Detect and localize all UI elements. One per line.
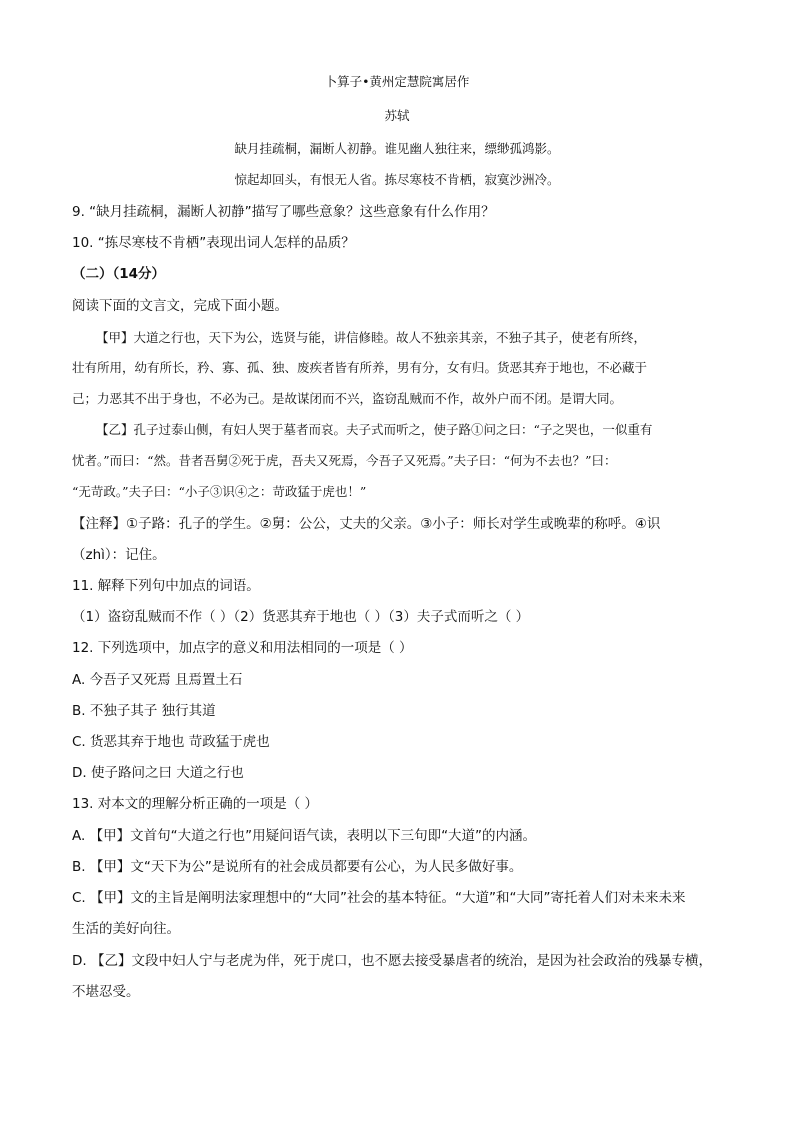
question-13-option-b: B. 【甲】文“天下为公”是说所有的社会成员都要有公心，为人民多做好事。: [72, 859, 523, 875]
passage-yi-line-1: 【乙】孔子过泰山侧，有妇人哭于墓者而哀。夫子式而听之，使子路①问之曰：“子之哭也，一似重有: [96, 422, 653, 437]
poem-line-2: 惊起却回头，有恨无人省。拣尽寒枝不肯栖，寂寞沙洲冷。: [234, 172, 560, 187]
question-11-stem: 11. 解释下列句中加点的词语。: [72, 578, 260, 594]
poem-author: 苏轼: [384, 108, 410, 123]
question-13-option-d-line-1: D. 【乙】文段中妇人宁与老虎为伴，死于虎口，也不愿去接受暴虐者的统治，是因为社会政治的残暴专横，: [72, 953, 712, 969]
notes-line-2: （zhì）：记住。: [72, 547, 166, 563]
poem-line-1: 缺月挂疏桐，漏断人初静。谁见幽人独往来，缥缈孤鸿影。: [234, 141, 560, 156]
reading-instruction: 阅读下面的文言文，完成下面小题。: [72, 298, 288, 314]
question-9: 9. “缺月挂疏桐，漏断人初静”描写了哪些意象？这些意象有什么作用？: [72, 204, 495, 220]
poem-title: 卜算子•黄州定慧院寓居作: [324, 74, 470, 89]
question-13-stem: 13. 对本文的理解分析正确的一项是（ ）: [72, 796, 319, 812]
question-12-option-b: B. 不独子其子 独行其道: [72, 703, 216, 719]
question-12-option-c: C. 货恶其弃于地也 苛政猛于虎也: [72, 734, 270, 750]
question-12-option-a: A. 今吾子又死焉 且焉置土石: [72, 672, 243, 688]
passage-yi-line-2: 忧者。”而曰：“然。昔者吾舅②死于虎，吾夫又死焉，今吾子又死焉。”夫子曰：“何为不去也？”曰：: [72, 453, 617, 468]
passage-yi-line-3: “无苛政。”夫子曰：“小子③识④之：苛政猛于虎也！”: [72, 484, 367, 499]
question-12-option-d: D. 使子路问之曰 大道之行也: [72, 765, 244, 781]
question-13-option-c-line-2: 生活的美好向往。: [72, 921, 180, 937]
passage-jia-line-1: 【甲】大道之行也，天下为公，选贤与能，讲信修睦。故人不独亲其亲，不独子其子，使老有所终，: [96, 330, 647, 345]
passage-jia-line-3: 己；力恶其不出于身也，不必为己。是故谋闭而不兴，盗窃乱贼而不作，故外户而不闭。是谓大同。: [72, 391, 623, 406]
question-13-option-d-line-2: 不堪忍受。: [72, 984, 140, 1000]
question-10: 10. “拣尽寒枝不肯栖”表现出词人怎样的品质？: [72, 235, 355, 251]
passage-jia-line-2: 壮有所用，幼有所长，矜、寡、孤、独、废疾者皆有所养，男有分，女有归。货恶其弃于地也，不必藏于: [72, 360, 648, 375]
question-13-option-a: A. 【甲】文首句“大道之行也”用疑问语气读，表明以下三句即“大道”的内涵。: [72, 828, 537, 844]
question-13-option-c-line-1: C. 【甲】文的主旨是阐明法家理想中的“大同”社会的基本特征。“大道”和“大同”寄托着人们对未来未来: [72, 890, 686, 906]
question-12-stem: 12. 下列选项中，加点字的意义和用法相同的一项是（ ）: [72, 640, 413, 656]
notes-line-1: 【注释】①子路：孔子的学生。②舅：公公，丈夫的父亲。③小子：师长对学生或晚辈的称呼。④识: [72, 516, 661, 532]
question-11-items: （1）盗窃乱贼而不作（ ）（2）货恶其弃于地也（ ）（3）夫子式而听之（ ）: [72, 609, 530, 625]
section-heading: （二）（14分）: [72, 266, 166, 282]
